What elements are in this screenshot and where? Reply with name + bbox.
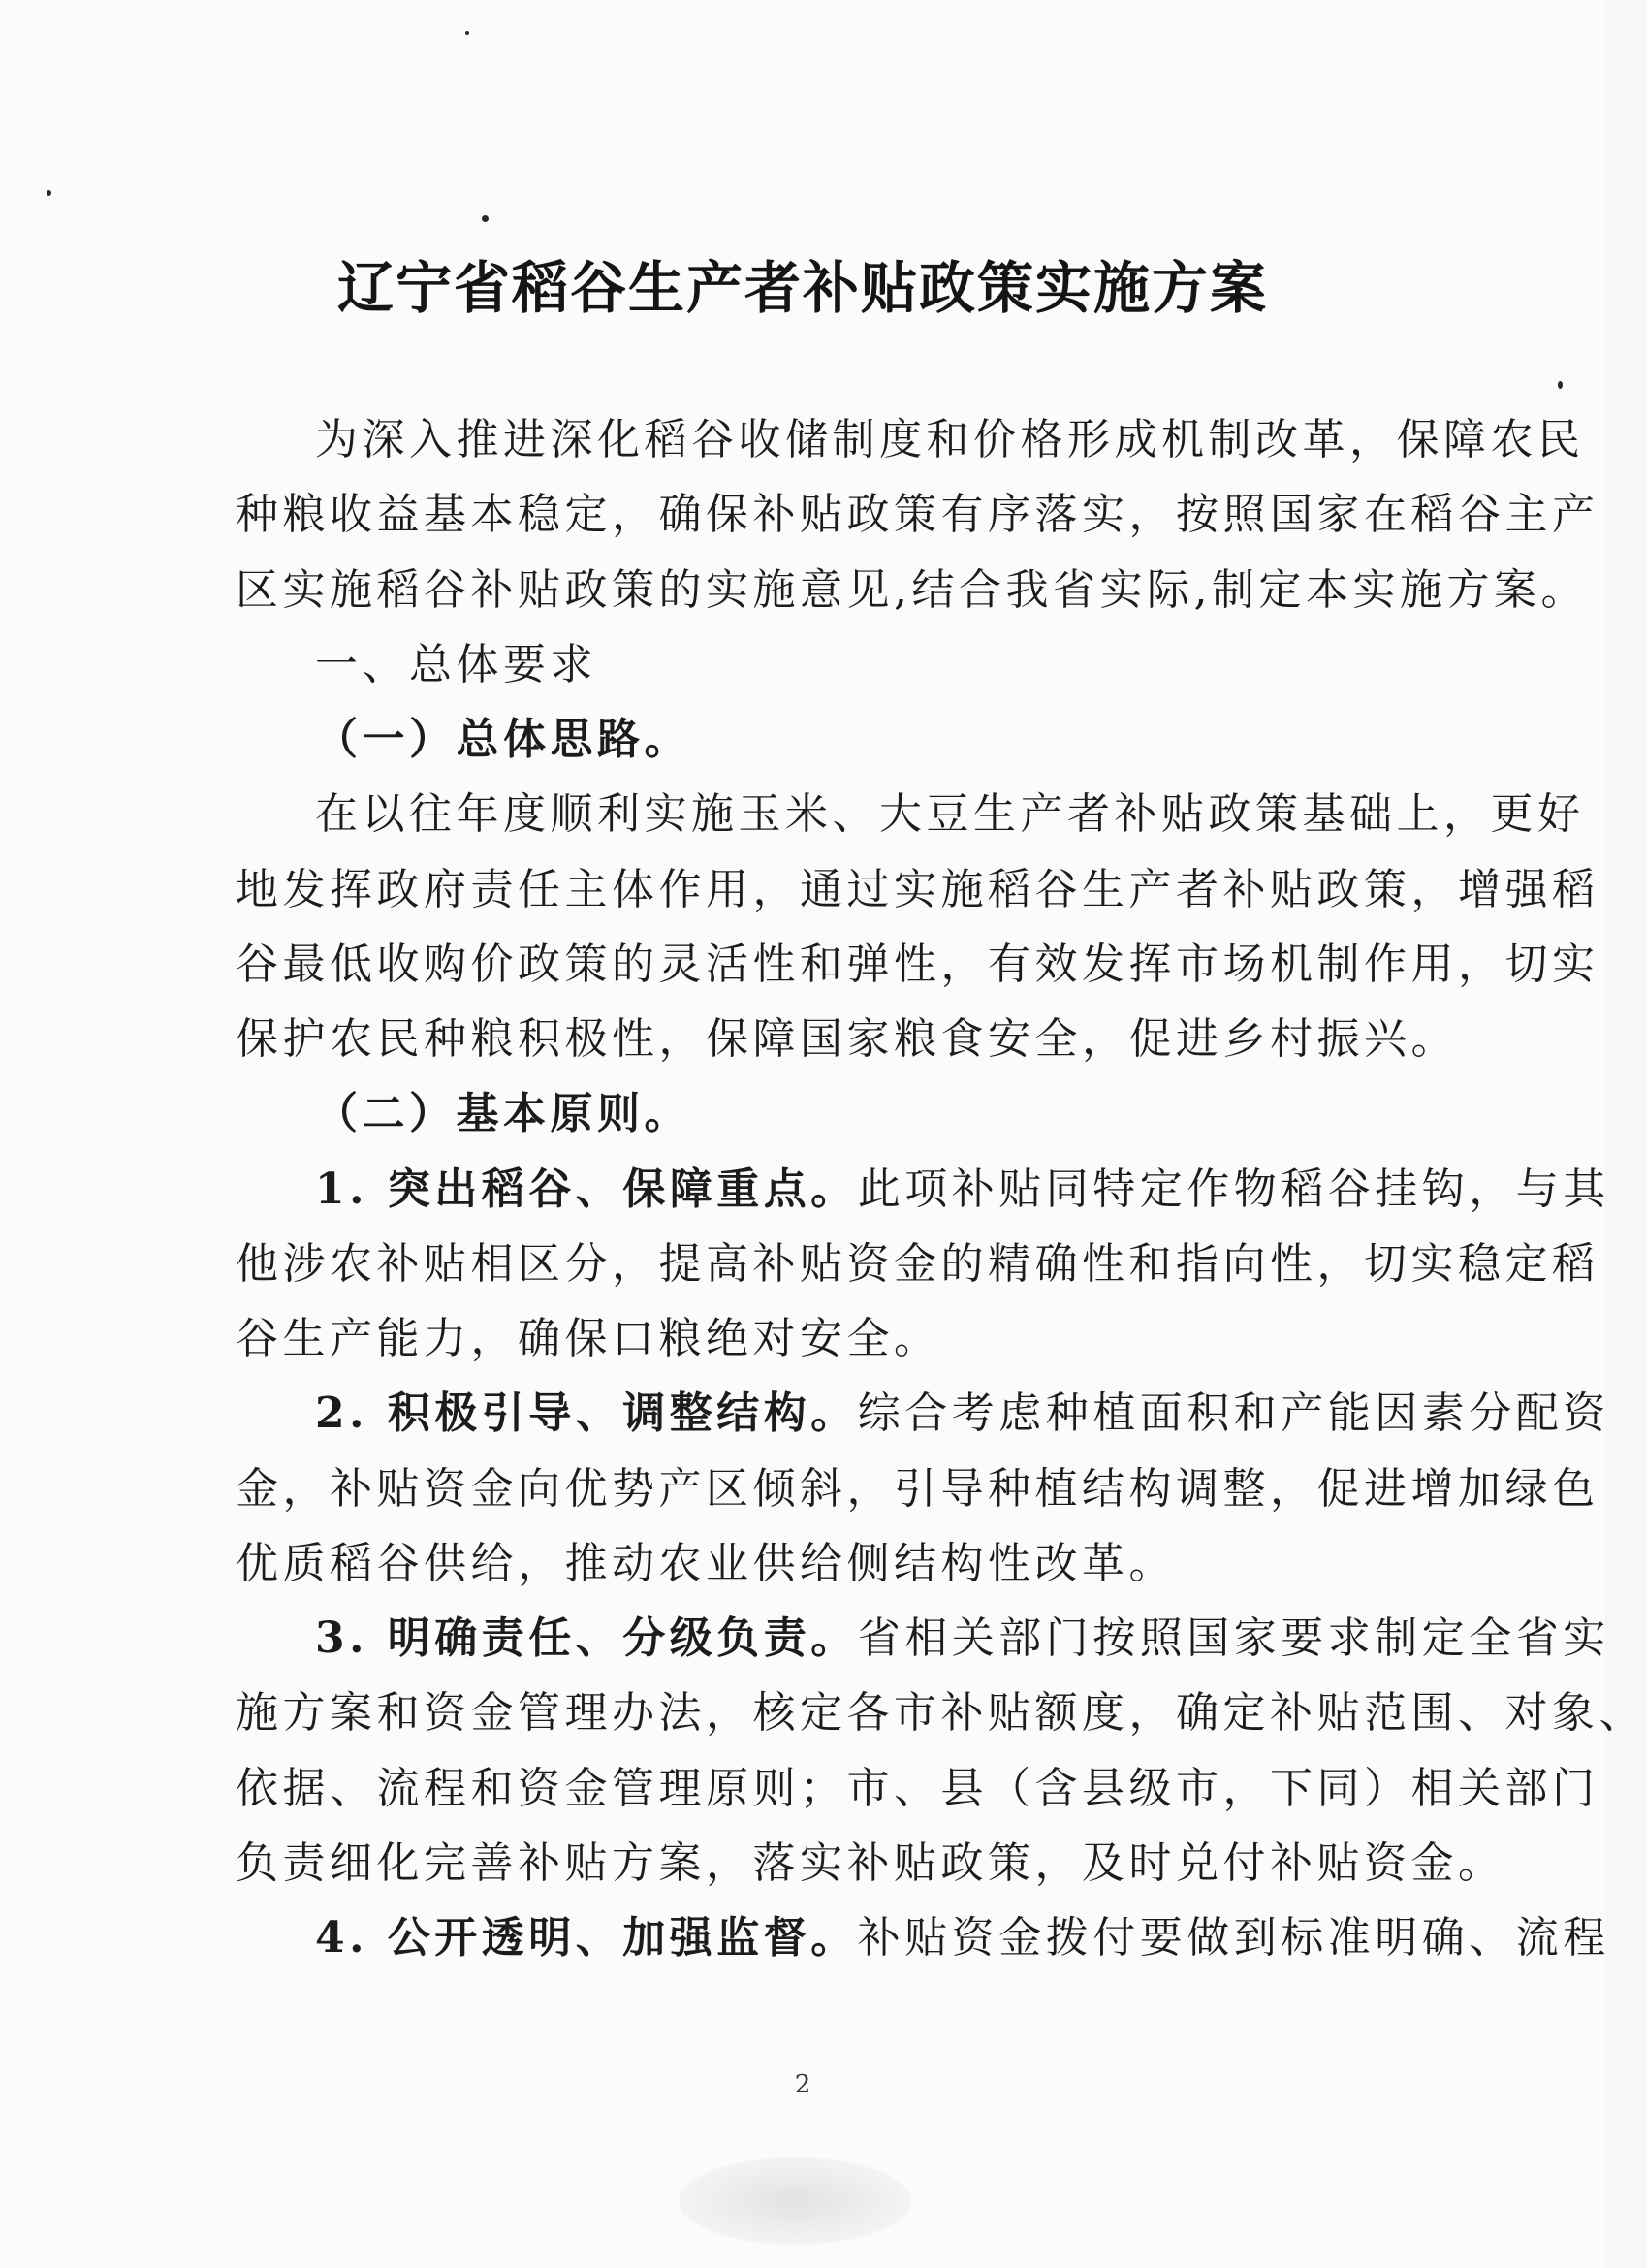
line-text: 在以往年度顺利实施玉米、大豆生产者补贴政策基础上，更好 (315, 789, 1585, 840)
line-text: 依据、流程和资金管理原则；市、县（含县级市，下同）相关部门 (236, 1763, 1599, 1813)
body-line (315, 636, 1440, 694)
body-line (236, 561, 1588, 620)
document-title: 辽宁省稻谷生产者补贴政策实施方案 (336, 255, 1268, 321)
scan-smudge (679, 2157, 911, 2245)
principle-heading: 1. 突出稻谷、保障重点。 (315, 1164, 858, 1214)
body-line (236, 1310, 1438, 1368)
body-line (236, 1684, 1646, 1742)
principle-heading: 4. 公开透明、加强监督。 (315, 1913, 858, 1964)
line-text: 优质稻谷供给，推动农业供给侧结构性改革。 (236, 1538, 1176, 1588)
line-text: 地发挥政府责任主体作用，通过实施稻谷生产者补贴政策，增强稻 (236, 864, 1599, 914)
line-text: 为深入推进深化稻谷收储制度和价格形成机制改革，保障农民 (315, 415, 1585, 465)
line-text: 施方案和资金管理办法，核定各市补贴额度，确定补贴范围、对象、 (236, 1688, 1646, 1739)
body-line (315, 1385, 1610, 1443)
body-line (315, 1909, 1610, 1967)
line-text: 他涉农补贴相区分，提高补贴资金的精确性和指向性，切实稳定稻 (236, 1238, 1599, 1289)
body-line (236, 1835, 1505, 1893)
body-line (315, 1085, 1440, 1143)
line-text: 综合考虑种植面积和产能因素分配资 (857, 1389, 1610, 1439)
body-line (236, 486, 1599, 544)
line-text: 此项补贴同特定作物稻谷挂钩，与其 (857, 1164, 1610, 1214)
body-line (315, 1161, 1610, 1219)
body-line (236, 861, 1599, 919)
body-line (236, 1460, 1599, 1518)
principle-heading: 3. 明确责任、分级负责。 (315, 1613, 858, 1664)
body-line (236, 1535, 1438, 1593)
page-number: 2 (794, 2070, 811, 2099)
line-text: 保护农民种粮积极性，保障国家粮食安全，促进乡村振兴。 (236, 1014, 1458, 1065)
line-text: 区实施稻谷补贴政策的实施意见,结合我省实际,制定本实施方案。 (236, 564, 1588, 615)
line-text: 省相关部门按照国家要求制定全省实 (857, 1613, 1610, 1664)
line-text: 谷最低收购价政策的灵活性和弹性，有效发挥市场机制作用，切实 (236, 939, 1599, 989)
line-text: 负责细化完善补贴方案，落实补贴政策，及时兑付补贴资金。 (236, 1837, 1505, 1888)
body-line (236, 1235, 1599, 1294)
body-line (236, 1760, 1599, 1818)
body-line (315, 411, 1585, 469)
body-line (315, 1610, 1610, 1668)
line-text: 种粮收益基本稳定，确保补贴政策有序落实，按照国家在稻谷主产 (236, 490, 1599, 540)
scan-speck (465, 31, 469, 35)
body-line (236, 936, 1599, 994)
line-text: （一）总体思路。 (315, 715, 691, 765)
scan-speck (1558, 381, 1563, 389)
body-line (315, 785, 1585, 844)
principle-heading: 2. 积极引导、调整结构。 (315, 1389, 858, 1439)
scan-speck (482, 215, 489, 222)
line-text: 谷生产能力，确保口粮绝对安全。 (236, 1314, 941, 1364)
body-line (315, 711, 1440, 769)
line-text: 金，补贴资金向优势产区倾斜，引导种植结构调整，促进增加绿色 (236, 1463, 1599, 1514)
line-text: 一、总体要求 (315, 639, 597, 689)
line-text: 补贴资金拨付要做到标准明确、流程 (857, 1913, 1610, 1964)
line-text: （二）基本原则。 (315, 1089, 691, 1139)
body-line (236, 1010, 1458, 1069)
scan-speck (47, 190, 51, 196)
